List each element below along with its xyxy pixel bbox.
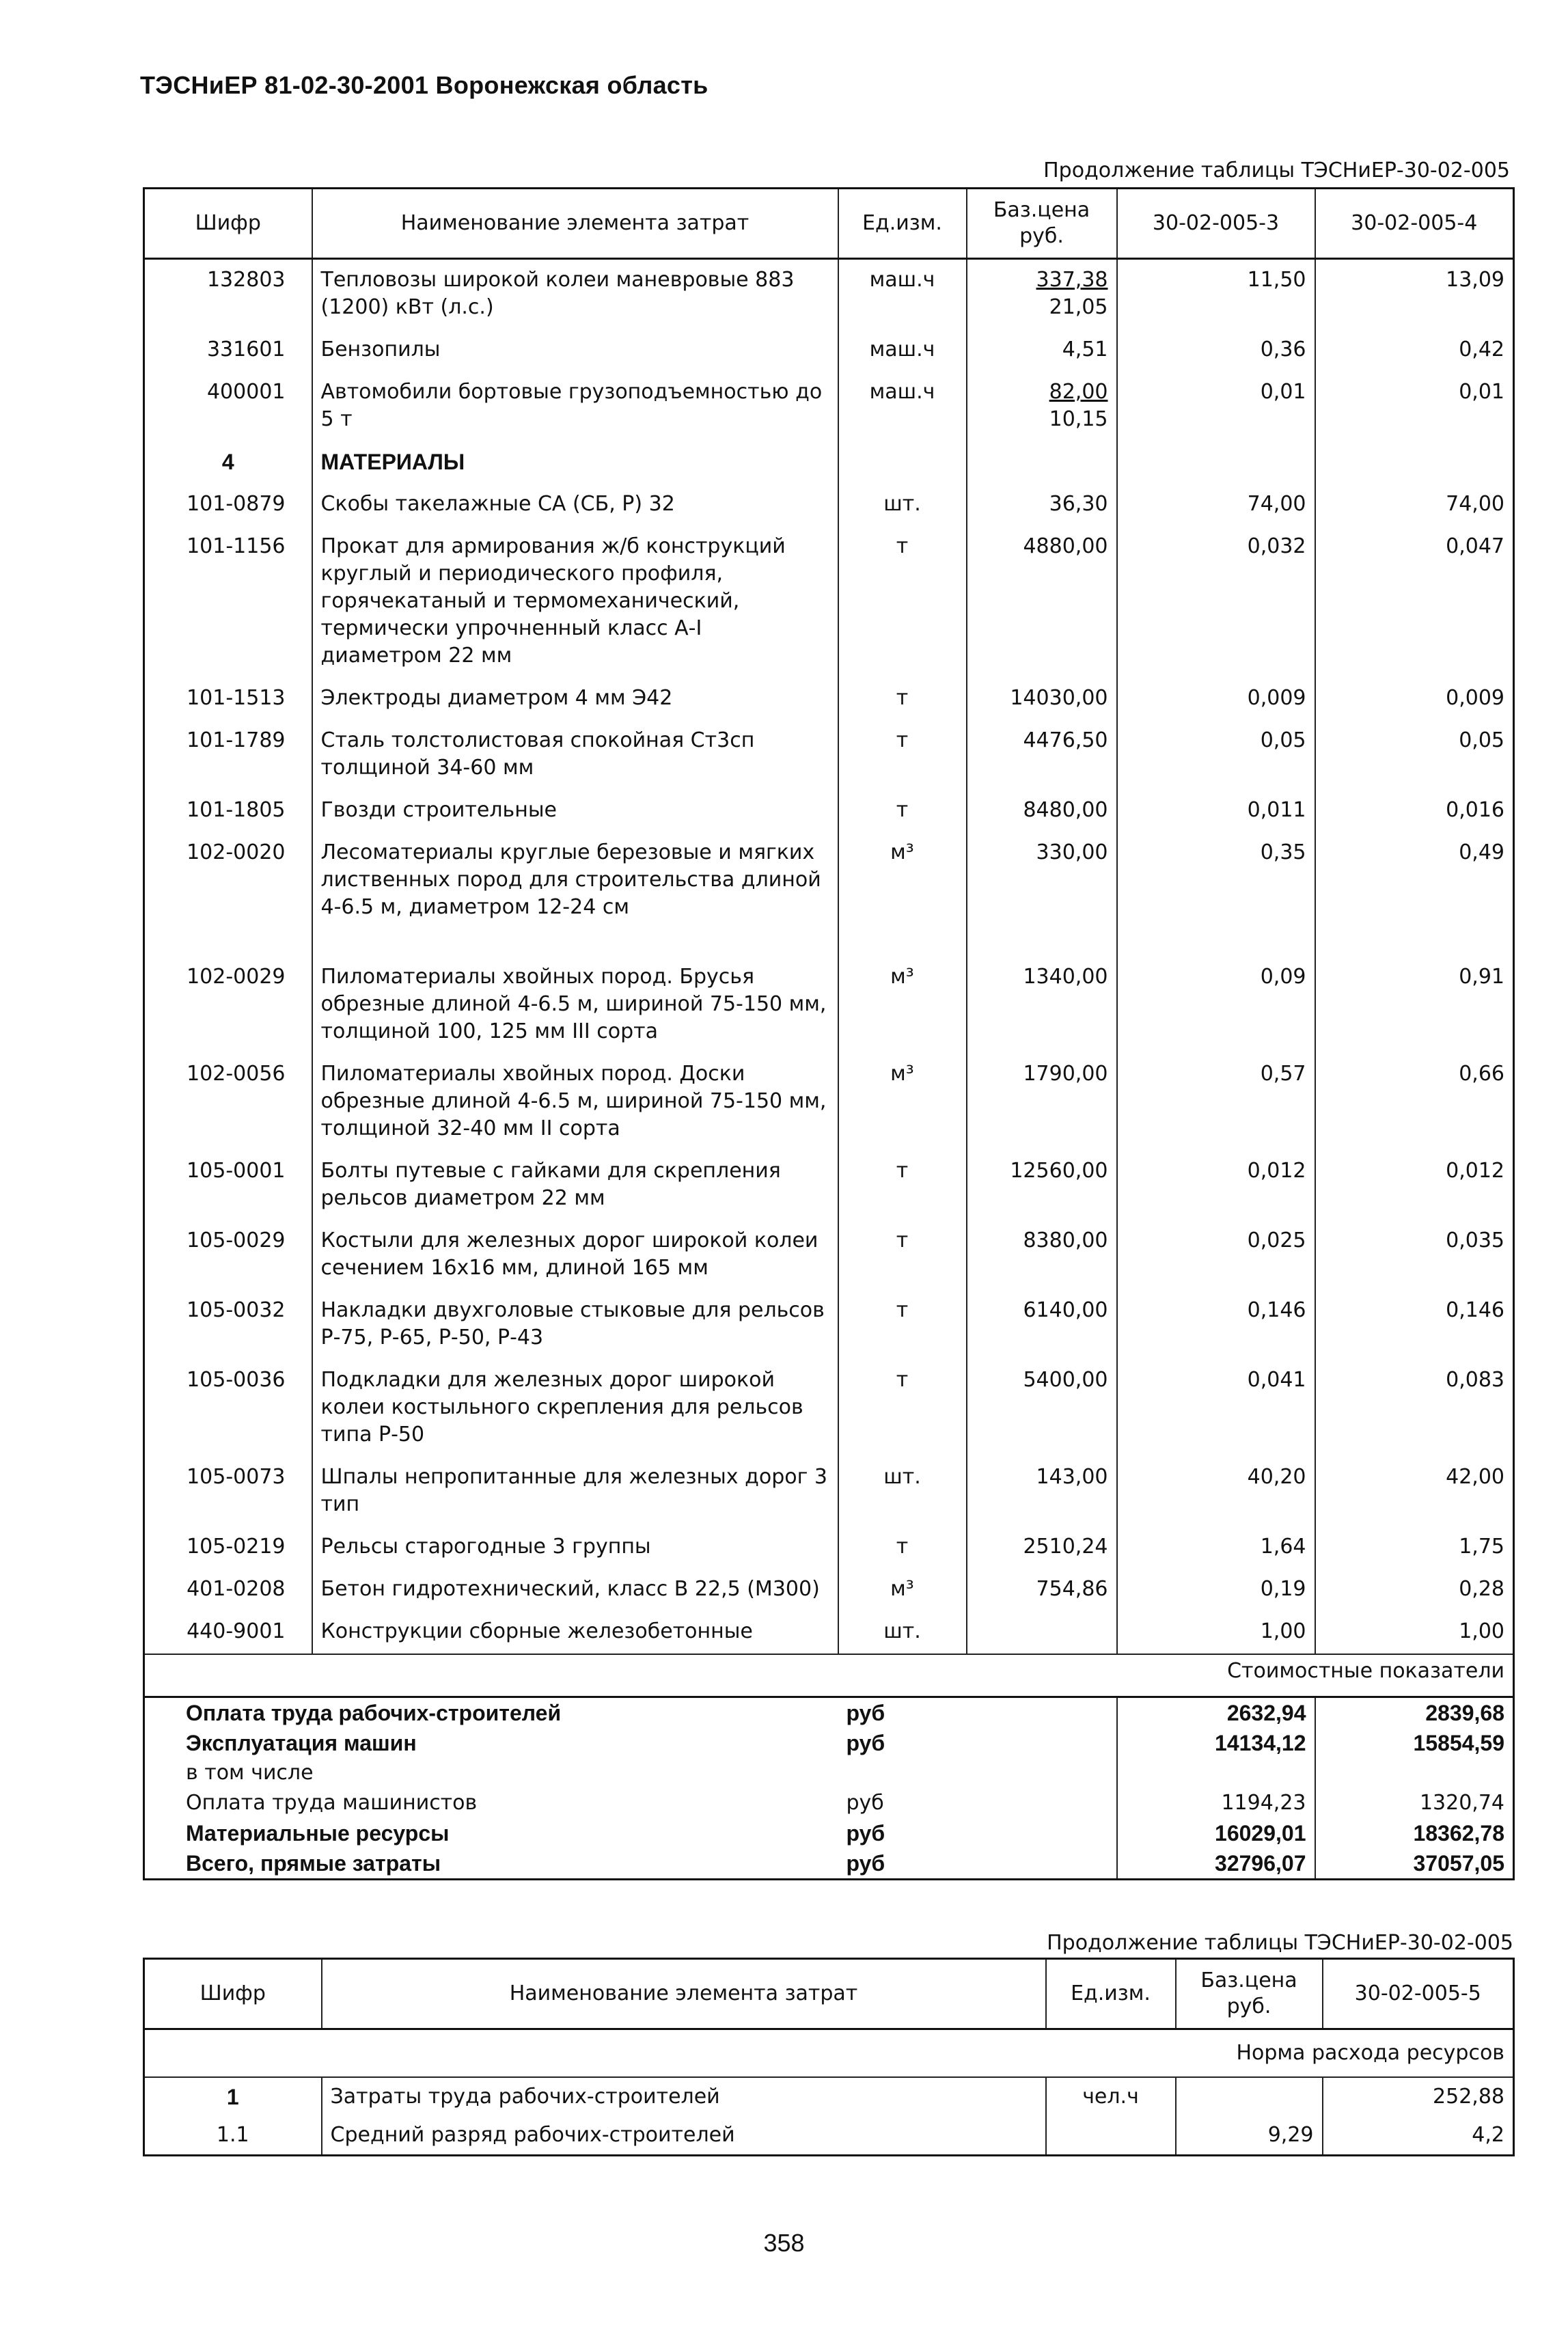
row-price: 9,29 — [1176, 2116, 1323, 2156]
row-unit: м³ — [838, 1054, 967, 1151]
row-value-3: 0,041 — [1117, 1360, 1315, 1457]
table-row — [144, 832, 1514, 929]
row-value-3: 0,57 — [1117, 1054, 1315, 1151]
row-value-3: 40,20 — [1117, 1457, 1315, 1526]
table-row — [144, 2077, 1514, 2116]
summary-unit: руб — [846, 1851, 885, 1876]
row-unit: т — [838, 1526, 967, 1569]
row-unit: т — [838, 790, 967, 832]
row-price: 4880,00 — [967, 526, 1117, 678]
row-name: Лесоматериалы круглые березовые и мягких лиственных пород для строительства длиной 4-6.5 м, диаметром 12-24 см — [312, 832, 838, 929]
row-unit: шт. — [838, 1457, 967, 1526]
table-row — [144, 526, 1514, 678]
column-header-price: Баз.цена руб. — [967, 189, 1117, 259]
row-value-4: 0,28 — [1315, 1569, 1514, 1611]
row-price: 12560,00 — [967, 1151, 1117, 1220]
row-price: 4476,50 — [967, 720, 1117, 790]
row-unit: т — [838, 678, 967, 720]
table-row — [144, 1611, 1514, 1654]
row-code: 101-1805 — [187, 798, 286, 822]
row-price — [967, 372, 1117, 441]
row-price — [1176, 2077, 1323, 2116]
summary-unit: руб — [838, 1697, 967, 1729]
row-name: Скобы такелажные СА (СБ, Р) 32 — [312, 484, 838, 526]
row-name: Конструкции сборные железобетонные — [312, 1611, 838, 1654]
table2-continuation-label: Продолжение таблицы ТЭСНиЕР-30-02-005 — [1047, 1931, 1513, 1955]
summary-unit: руб — [846, 1791, 884, 1815]
row-value-4: 0,012 — [1315, 1151, 1514, 1220]
row-value-4: 1,00 — [1315, 1611, 1514, 1654]
row-value-3: 74,00 — [1117, 484, 1315, 526]
column-header-norm-5: 30-02-005-5 — [1323, 1959, 1514, 2029]
summary-row — [144, 1788, 1514, 1818]
row-code: 105-0032 — [187, 1298, 286, 1322]
row-name: Прокат для армирования ж/б конструкций круглый и периодического профиля, горячекатаный и термомеханический, термически упрочненный класс А-I диаметром 22 мм — [312, 526, 838, 678]
table-row — [144, 957, 1514, 1054]
row-name: Пиломатериалы хвойных пород. Доски обрезные длиной 4-6.5 м, шириной 75-150 мм, толщиной 32-40 мм II сорта — [312, 1054, 838, 1151]
blank-row — [144, 929, 1514, 957]
row-value-4: 0,083 — [1315, 1360, 1514, 1457]
table-row — [144, 1526, 1514, 1569]
summary-unit: руб — [846, 1821, 885, 1846]
row-price: 1340,00 — [967, 957, 1117, 1054]
row-price: 754,86 — [967, 1569, 1117, 1611]
row-unit: т — [838, 1360, 967, 1457]
column-header-unit: Ед.изм. — [838, 189, 967, 259]
row-price: 8480,00 — [967, 790, 1117, 832]
row-price: 2510,24 — [967, 1526, 1117, 1569]
row-name: Бензопилы — [312, 329, 838, 372]
row-value-4: 42,00 — [1315, 1457, 1514, 1526]
row-code: 102-0056 — [187, 1062, 286, 1086]
row-unit — [1046, 2116, 1176, 2156]
row-code: 101-0879 — [187, 492, 286, 516]
row-code: 101-1156 — [187, 534, 286, 558]
row-unit: м³ — [838, 832, 967, 929]
summary-value-3: 2632,94 — [1117, 1697, 1315, 1729]
table-row — [144, 372, 1514, 441]
row-value-4: 1,75 — [1315, 1526, 1514, 1569]
table-row — [144, 259, 1514, 330]
row-unit: маш.ч — [838, 372, 967, 441]
row-code: 105-0029 — [187, 1229, 286, 1252]
row-unit: т — [838, 526, 967, 678]
row-price-secondary: 10,15 — [1049, 407, 1108, 431]
row-unit: т — [838, 1290, 967, 1360]
row-value-4: 0,047 — [1315, 526, 1514, 678]
row-value-3: 0,025 — [1117, 1220, 1315, 1290]
row-name: Накладки двухголовые стыковые для рельсов Р-75, Р-65, Р-50, Р-43 — [312, 1290, 838, 1360]
section-row — [144, 441, 1514, 484]
row-price-secondary: 21,05 — [1049, 295, 1108, 319]
row-price — [967, 1611, 1117, 1654]
row-code: 105-0001 — [187, 1159, 286, 1183]
row-name: Сталь толстолистовая спокойная Ст3сп толщиной 34-60 мм — [312, 720, 838, 790]
summary-value-3: 16029,01 — [1117, 1818, 1315, 1848]
row-price: 6140,00 — [967, 1290, 1117, 1360]
column-header-name: Наименование элемента затрат — [312, 189, 838, 259]
row-name: Гвозди строительные — [312, 790, 838, 832]
row-unit: т — [838, 720, 967, 790]
column-header-name: Наименование элемента затрат — [322, 1959, 1046, 2029]
row-value-3: 0,36 — [1117, 329, 1315, 372]
row-code: 102-0020 — [187, 840, 286, 864]
row-value-4: 0,01 — [1315, 372, 1514, 441]
summary-value-4: 1320,74 — [1315, 1788, 1514, 1818]
summary-row — [144, 1818, 1514, 1848]
row-price: 1790,00 — [967, 1054, 1117, 1151]
resource-norm-table — [143, 1958, 1515, 2156]
row-name: Костыли для железных дорог широкой колеи сечением 16х16 мм, длиной 165 мм — [312, 1220, 838, 1290]
row-value-4: 0,146 — [1315, 1290, 1514, 1360]
row-value-4: 0,009 — [1315, 678, 1514, 720]
summary-value-3: 1194,23 — [1117, 1788, 1315, 1818]
row-unit: маш.ч — [838, 329, 967, 372]
row-price: 14030,00 — [967, 678, 1117, 720]
table-continuation-label: Продолжение таблицы ТЭСНиЕР-30-02-005 — [1043, 159, 1510, 182]
table-row — [144, 1569, 1514, 1611]
summary-unit — [838, 1758, 967, 1788]
row-unit: шт. — [838, 1611, 967, 1654]
column-header-code: Шифр — [144, 189, 312, 259]
summary-value-4 — [1315, 1758, 1514, 1788]
row-price: 5400,00 — [967, 1360, 1117, 1457]
summary-label: в том числе — [186, 1761, 314, 1785]
column-header-code: Шифр — [144, 1959, 322, 2029]
row-code: 400001 — [206, 380, 286, 404]
summary-row — [144, 1758, 1514, 1788]
row-value-3: 0,012 — [1117, 1151, 1315, 1220]
row-value-3: 0,032 — [1117, 526, 1315, 678]
summary-label: Материальные ресурсы — [186, 1821, 450, 1846]
summary-row — [144, 1697, 1514, 1729]
row-value-5: 4,2 — [1323, 2116, 1514, 2156]
summary-row — [144, 1728, 1514, 1758]
summary-unit: руб — [846, 1731, 885, 1755]
row-value-3: 0,009 — [1117, 678, 1315, 720]
row-code: 1 — [226, 2085, 239, 2109]
row-name: Шпалы непропитанные для железных дорог 3 тип — [312, 1457, 838, 1526]
row-value-3: 0,146 — [1117, 1290, 1315, 1360]
norm-header-label: Норма расхода ресурсов — [144, 2029, 1514, 2078]
row-unit: м³ — [838, 1569, 967, 1611]
section-title: МАТЕРИАЛЫ — [312, 441, 838, 484]
row-name: Бетон гидротехнический, класс В 22,5 (М300) — [312, 1569, 838, 1611]
row-value-4: 0,91 — [1315, 957, 1514, 1054]
row-price — [967, 259, 1117, 330]
row-value-3: 0,05 — [1117, 720, 1315, 790]
row-value-3: 0,09 — [1117, 957, 1315, 1054]
row-unit: маш.ч — [838, 259, 967, 330]
summary-row — [144, 1848, 1514, 1880]
column-header-norm-3: 30-02-005-3 — [1117, 189, 1315, 259]
row-code: 132803 — [206, 268, 286, 292]
row-price: 4,51 — [967, 329, 1117, 372]
row-unit: м³ — [838, 957, 967, 1054]
row-value-4: 0,016 — [1315, 790, 1514, 832]
cost-indicators-header-row — [144, 1654, 1514, 1697]
row-value-4: 0,035 — [1315, 1220, 1514, 1290]
summary-label: Оплата труда рабочих-строителей — [144, 1697, 838, 1729]
row-name: Затраты труда рабочих-строителей — [322, 2077, 1046, 2116]
table-row — [144, 678, 1514, 720]
row-unit: т — [838, 1151, 967, 1220]
table-header-row — [144, 189, 1514, 259]
row-name: Электроды диаметром 4 мм Э42 — [312, 678, 838, 720]
row-code: 1.1 — [216, 2123, 249, 2147]
document-title: ТЭСНиЕР 81-02-30-2001 Воронежская область — [140, 71, 709, 99]
column-header-unit: Ед.изм. — [1046, 1959, 1176, 2029]
row-code: 440-9001 — [187, 1619, 286, 1643]
cost-indicators-label: Стоимостные показатели — [144, 1654, 1514, 1697]
table-row — [144, 790, 1514, 832]
section-code: 4 — [221, 450, 234, 474]
summary-value-4: 15854,59 — [1315, 1728, 1514, 1758]
row-code: 105-0036 — [187, 1368, 286, 1392]
summary-label: Всего, прямые затраты — [186, 1851, 441, 1876]
row-price-value: 82,00 — [1049, 380, 1108, 404]
row-name: Пиломатериалы хвойных пород. Брусья обрезные длиной 4-6.5 м, шириной 75-150 мм, толщиной 100, 125 мм III сорта — [312, 957, 838, 1054]
summary-value-3: 32796,07 — [1117, 1848, 1315, 1880]
table-row — [144, 720, 1514, 790]
row-name: Болты путевые с гайками для скрепления рельсов диаметром 22 мм — [312, 1151, 838, 1220]
row-price: 8380,00 — [967, 1220, 1117, 1290]
row-value-4: 0,42 — [1315, 329, 1514, 372]
row-value-3: 0,011 — [1117, 790, 1315, 832]
row-value-4: 74,00 — [1315, 484, 1514, 526]
row-value-4: 0,66 — [1315, 1054, 1514, 1151]
table-row — [144, 1220, 1514, 1290]
column-header-norm-4: 30-02-005-4 — [1315, 189, 1514, 259]
row-value-3: 1,64 — [1117, 1526, 1315, 1569]
row-code: 105-0219 — [187, 1535, 286, 1559]
row-price: 36,30 — [967, 484, 1117, 526]
row-code: 101-1789 — [187, 728, 286, 752]
row-code: 331601 — [206, 338, 286, 361]
summary-label: Оплата труда машинистов — [186, 1791, 478, 1815]
row-code: 105-0073 — [187, 1465, 286, 1489]
row-value-3: 0,35 — [1117, 832, 1315, 929]
summary-value-3: 14134,12 — [1117, 1728, 1315, 1758]
row-price: 330,00 — [967, 832, 1117, 929]
row-value-3: 0,19 — [1117, 1569, 1315, 1611]
row-name: Автомобили бортовые грузоподъемностью до 5 т — [312, 372, 838, 441]
page-number: 358 — [763, 2229, 805, 2257]
row-value-5: 252,88 — [1323, 2077, 1514, 2116]
table-row — [144, 1151, 1514, 1220]
norm-header-row — [144, 2029, 1514, 2078]
summary-label: Эксплуатация машин — [186, 1731, 417, 1755]
summary-value-4: 18362,78 — [1315, 1818, 1514, 1848]
row-name: Тепловозы широкой колеи маневровые 883 (1200) кВт (л.с.) — [312, 259, 838, 330]
row-name: Рельсы старогодные 3 группы — [312, 1526, 838, 1569]
row-name: Средний разряд рабочих-строителей — [322, 2116, 1046, 2156]
row-price-value: 337,38 — [1036, 268, 1108, 292]
summary-value-4: 2839,68 — [1315, 1697, 1514, 1729]
table-row — [144, 1360, 1514, 1457]
summary-value-4: 37057,05 — [1315, 1848, 1514, 1880]
row-value-3: 11,50 — [1117, 259, 1315, 330]
row-unit: чел.ч — [1046, 2077, 1176, 2116]
row-unit: т — [838, 1220, 967, 1290]
row-code: 101-1513 — [187, 686, 286, 710]
row-code: 102-0029 — [187, 965, 286, 989]
summary-value-3 — [1117, 1758, 1315, 1788]
row-unit: шт. — [838, 484, 967, 526]
table-row — [144, 1290, 1514, 1360]
table-row — [144, 1054, 1514, 1151]
row-value-3: 0,01 — [1117, 372, 1315, 441]
table-row — [144, 329, 1514, 372]
column-header-price: Баз.цена руб. — [1176, 1959, 1323, 2029]
row-value-4: 0,49 — [1315, 832, 1514, 929]
resource-table — [143, 187, 1515, 1880]
row-value-4: 13,09 — [1315, 259, 1514, 330]
table-row — [144, 2116, 1514, 2156]
table-row — [144, 484, 1514, 526]
row-value-3: 1,00 — [1117, 1611, 1315, 1654]
row-name: Подкладки для железных дорог широкой колеи костыльного скрепления для рельсов типа Р-50 — [312, 1360, 838, 1457]
row-price: 143,00 — [967, 1457, 1117, 1526]
row-value-4: 0,05 — [1315, 720, 1514, 790]
row-code: 401-0208 — [187, 1577, 286, 1601]
table-header-row — [144, 1959, 1514, 2029]
table-row — [144, 1457, 1514, 1526]
